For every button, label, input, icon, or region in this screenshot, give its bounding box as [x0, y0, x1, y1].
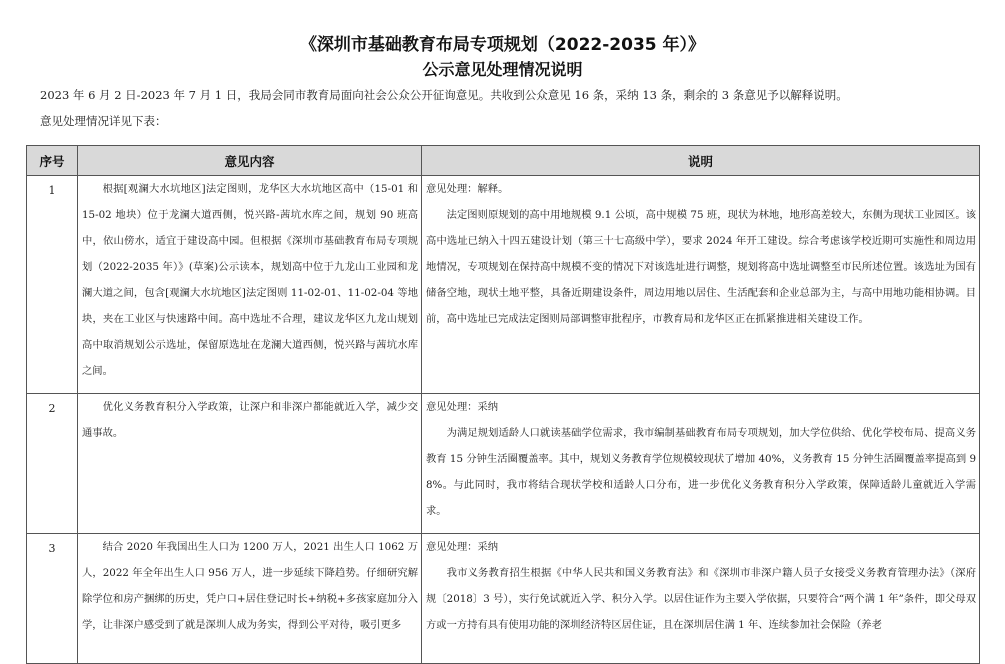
header-num: 序号 — [27, 146, 78, 176]
opinion-text: 优化义务教育积分入学政策，让深户和非深户都能就近入学，减少交通事故。 — [78, 394, 422, 534]
intro-note: 意见处理情况详见下表： — [40, 114, 167, 128]
row-number: 2 — [27, 394, 78, 534]
explanation-cell — [422, 534, 980, 664]
result-label: 意见处理：采纳 — [426, 541, 499, 553]
table-row — [27, 394, 980, 534]
explanation-text: 我市义务教育招生根据《中华人民共和国义务教育法》和《深圳市非深户籍人员子女接受义务教育管理办法》（深府规〔2018〕3 号），实行免试就近入学、积分入学。以居住证作为主要入学依据，只要符合“两个满 1 年”条件，即父母双方或一方持有具有使用功能的深圳经济特区居住证，且在深圳居住满 1 年、连续参加社会保险（养老 — [426, 567, 976, 631]
header-explanation: 说明 — [422, 146, 980, 176]
opinion-text: 结合 2020 年我国出生人口为 1200 万人，2021 出生人口 1062 万人，2022 年全年出生人口 956 万人，进一步延续下降趋势。仔细研究解除学位和房产捆绑的历史，凭户口+居住登记时长+纳税+多孩家庭加分入学，让非深户感受到了就是深圳人成为务实，得到公平对待，吸引更多 — [78, 534, 422, 664]
opinion-text: 根据[观澜大水坑地区]法定图则，龙华区大水坑地区高中（15-01 和 15-02 地块）位于龙澜大道西侧，悦兴路-茜坑水库之间，规划 90 班高中，依山傍水，适宜于建设高中园。但根据《深圳市基础教育布局专项规划（2022-2035 年）》(草案)公示读本，规划高中位于九龙山工业园和龙澜大道之间，包含[观澜大水坑地区]法定图则 11-02-01、11-02-04 等地块，夹在工业区与快速路中间。高中选址不合理，建议龙华区九龙山规划高中取消规划公示选址，保留原选址在龙澜大道西侧，悦兴路与茜坑水库之间。 — [78, 176, 422, 394]
intro-paragraph: 2023 年 6 月 2 日-2023 年 7 月 1 日，我局会同市教育局面向社会公众公开征询意见。共收到公众意见 16 条，采纳 13 条，剩余的 3 条意见予以解释说明。 — [40, 88, 848, 102]
row-number: 3 — [27, 534, 78, 664]
explanation-text: 为满足规划适龄人口就读基础学位需求，我市编制基础教育布局专项规划，加大学位供给、优化学校布局、提高义务教育 15 分钟生活圈覆盖率。其中，规划义务教育学位规模较现状了增加 40%，义务教育 15 分钟生活圈覆盖率提高到 98%。与此同时，我市将结合现状学校和适龄人口分布，进一步优化义务教育积分入学政策，保障适龄儿童就近入学需求。 — [426, 427, 976, 517]
table-row — [27, 176, 980, 394]
table-row — [27, 534, 980, 664]
document-subtitle: 公示意见处理情况说明 — [422, 60, 583, 79]
explanation-cell — [422, 394, 980, 534]
table-header-row — [27, 146, 980, 176]
opinion-table — [26, 145, 980, 664]
result-label: 意见处理：采纳 — [426, 401, 499, 413]
explanation-text: 法定图则原规划的高中用地规模 9.1 公顷，高中规模 75 班，现状为林地，地形高差较大，东侧为现状工业园区。该高中选址已纳入十四五建设计划（第三十七高级中学），要求 2024 年开工建设。综合考虑该学校近期可实施性和周边用地情况，专项规划在保持高中规模不变的情况下对该选址进行调整，规划将高中选址调整至市民所述位置。该选址为国有储备空地，现状土地平整，具备近期建设条件，周边用地以居住、生活配套和企业总部为主，与高中用地功能相协调。目前，高中选址已完成法定图则局部调整审批程序，市教育局和龙华区正在抓紧推进相关建设工作。 — [426, 209, 976, 325]
document-title: 《深圳市基础教育布局专项规划（2022-2035 年）》 — [299, 35, 706, 55]
header-opinion: 意见内容 — [78, 146, 422, 176]
row-number: 1 — [27, 176, 78, 394]
explanation-cell — [422, 176, 980, 394]
result-label: 意见处理：解释。 — [426, 183, 509, 195]
